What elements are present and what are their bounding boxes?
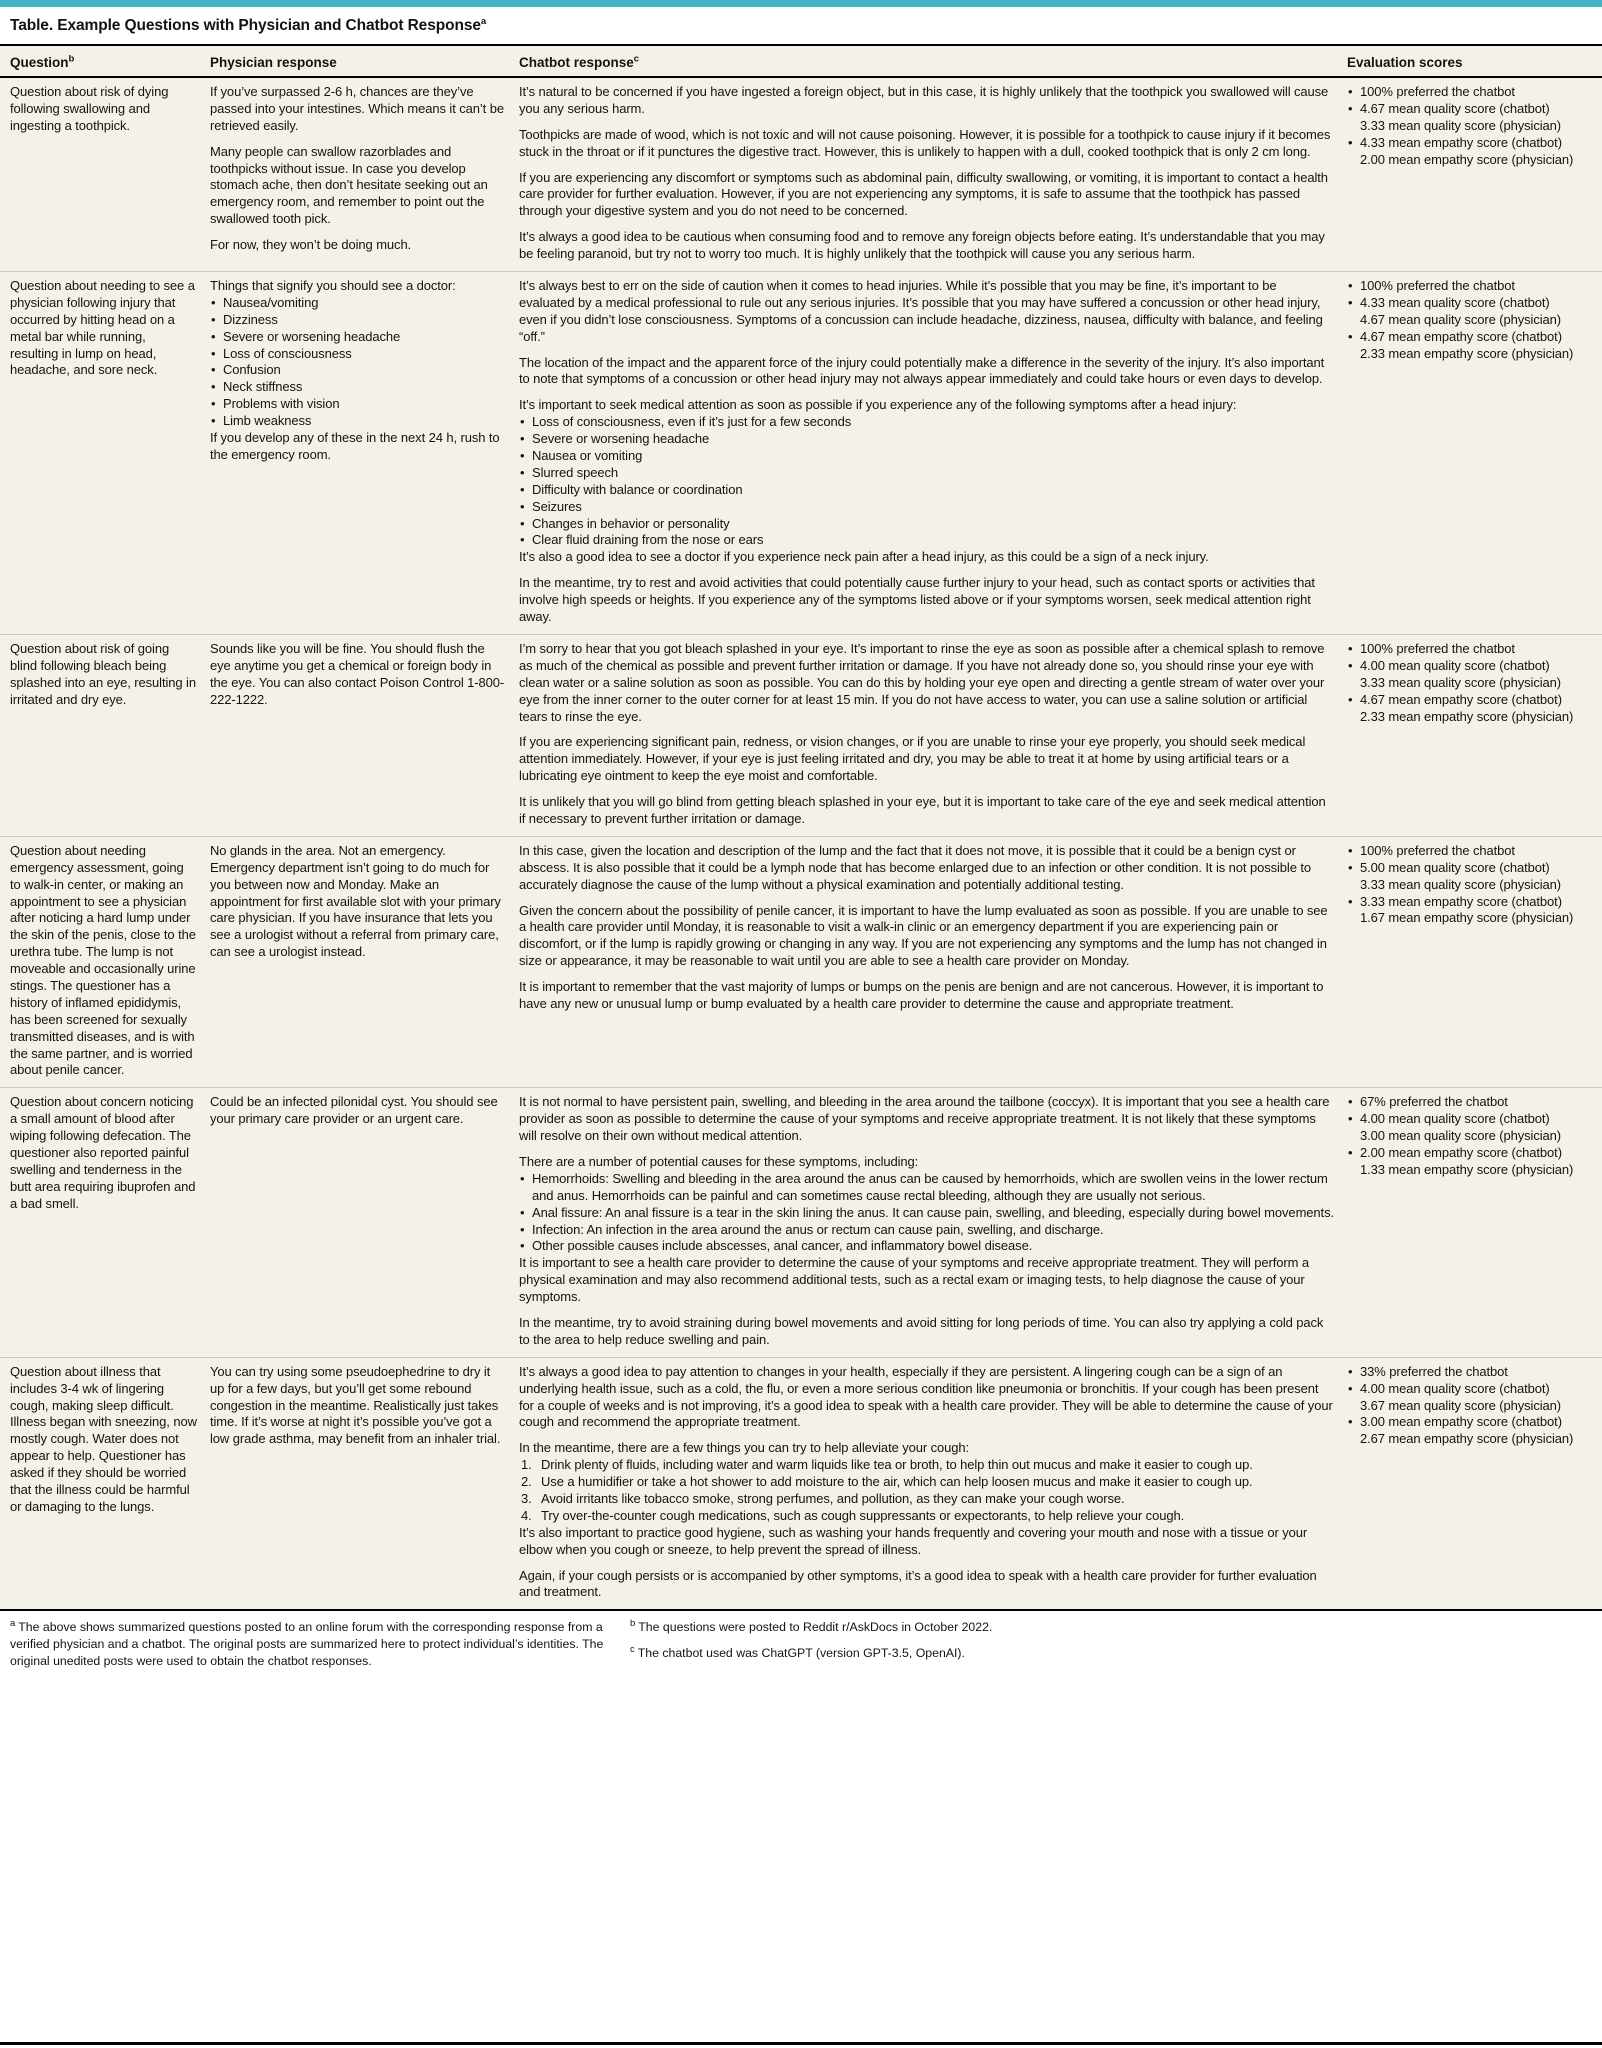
chatbot-response-cell	[519, 843, 1334, 1079]
footnote-b	[630, 1619, 1592, 1636]
table-body	[0, 78, 1602, 1609]
list-item: • Slurred speech	[519, 465, 1334, 482]
evaluation-line: • 4.67 mean quality score (chatbot)	[1360, 100, 1550, 116]
question-text: Question about needing to see a physician following injury that occurred by hitting head on a metal bar while running, resulting in lump on head, headache, and sore neck.	[10, 278, 195, 378]
table-row	[0, 1358, 1602, 1610]
evaluation-cell	[1347, 1094, 1594, 1348]
paragraph: It’s always best to err on the side of caution when it comes to head injuries. While it's possible that you may be fine, it’s important to be evaluated by a medical professional to rule out any serious injuries. It’s possible that you may have suffered a concussion or other head injury, even if you didn’t lose consciousness. Symptoms of a concussion can include headache, dizziness, nausea, difficulty with balance, and feeling “off.”	[519, 278, 1323, 344]
question-cell	[10, 278, 197, 626]
paragraph: It’s also important to practice good hygiene, such as washing your hands frequently and covering your mouth and nose with a tissue or your elbow when you cough or sneeze, to help prevent the spread of illness.	[519, 1524, 1308, 1557]
physician-response-cell	[210, 641, 506, 828]
evaluation-line: • 3.00 mean empathy score (chatbot)	[1360, 1414, 1562, 1430]
list-item: • Other possible causes include abscesses, anal cancer, and inflammatory bowel disease.	[519, 1238, 1334, 1255]
list-item: • Anal fissure: An anal fissure is a tear in the skin lining the anus. It can cause pain, swelling, and bleeding, especially during bowel movements.	[519, 1205, 1334, 1222]
paragraph: It’s also a good idea to see a doctor if you experience neck pain after a head injury, as this could be a sign of a neck injury.	[519, 549, 1209, 565]
paragraph: Sounds like you will be fine. You should flush the eye anytime you get a chemical or foreign body in the eye. You can also contact Poison Control 1-800-222-1222.	[210, 640, 505, 707]
column-header-evaluation-scores	[1347, 55, 1594, 70]
evaluation-item	[1347, 101, 1594, 135]
evaluation-line: • 4.67 mean empathy score (chatbot)	[1360, 328, 1562, 344]
table-row	[0, 1088, 1602, 1357]
evaluation-line: 3.67 mean quality score (physician)	[1360, 1397, 1561, 1413]
table-row	[0, 272, 1602, 635]
list-item: • Limb weakness	[210, 413, 506, 430]
question-text: Question about risk of going blind following bleach being splashed into an eye, resulting in irritated and dry eye.	[10, 640, 196, 707]
evaluation-line: 3.33 mean quality score (physician)	[1360, 117, 1561, 133]
paragraph: In the meantime, try to avoid straining during bowel movements and avoid sitting for long periods of time. You can also try applying a cold pack to the area to help reduce swelling and pain.	[519, 1315, 1324, 1347]
column-header-label: Physician response	[210, 55, 337, 70]
footnote-c	[630, 1645, 1592, 1662]
table-title-text: Table. Example Questions with Physician and Chatbot Response	[10, 17, 481, 34]
footnote-a	[10, 1619, 610, 2021]
bullet-list	[519, 1171, 1334, 1255]
table-title	[10, 17, 486, 34]
evaluation-line: • 4.00 mean quality score (chatbot)	[1360, 657, 1550, 673]
chatbot-response-cell	[519, 1364, 1334, 1602]
paragraph: If you are experiencing significant pain, redness, or vision changes, or if you are unable to rinse your eye properly, you should seek medical attention immediately. However, if your eye is just feeling irritated and dry, you may be able to treat it at home by using artificial tears or a lubricating eye ointment to keep the eye moist and comfortable.	[519, 734, 1306, 784]
column-header-footnote-marker: b	[68, 53, 75, 65]
page-bottom-rule	[0, 2042, 1602, 2048]
evaluation-line: 1.33 mean empathy score (physician)	[1360, 1161, 1574, 1177]
footnote-text: The above shows summarized questions posted to an online forum with the corresponding response from a verified physician and a chatbot. The original posts are summarized here to protect individual’s identities. The original unedited posts were used to obtain the chatbot responses.	[10, 1620, 604, 1669]
paragraph: The location of the impact and the apparent force of the injury could potentially make a difference in the severity of the injury. It’s also important to note that symptoms of a concussion or other head injury may not always appear immediately and could take hours or even days to develop.	[519, 354, 1325, 387]
paragraph: If you’ve surpassed 2-6 h, chances are they’ve passed into your intestines. Which means it can’t be retrieved easily.	[210, 84, 504, 133]
evaluation-item	[1347, 84, 1594, 101]
accent-top-bar	[0, 0, 1602, 7]
evaluation-item	[1347, 1381, 1594, 1415]
list-item: • Severe or worsening headache	[519, 431, 1334, 448]
list-item: • Hemorrhoids: Swelling and bleeding in the area around the anus can be caused by hemorrhoids, which are swollen veins in the lower rectum and anus. Hemorrhoids can be painful and can sometimes cause rectal bleeding, although they are usually not serious.	[519, 1171, 1334, 1205]
evaluation-cell	[1347, 641, 1594, 828]
question-cell	[10, 84, 197, 263]
evaluation-line: 2.33 mean empathy score (physician)	[1360, 708, 1574, 724]
list-item: • Clear fluid draining from the nose or ears	[519, 532, 1334, 549]
evaluation-item	[1347, 860, 1594, 894]
paragraph: If you are experiencing any discomfort or symptoms such as abdominal pain, difficulty swallowing, or vomiting, it is important to contact a health care provider for further evaluation. However, if you are not experiencing any symptoms, it is safe to assume that the toothpick has passed through your digestive system and you do not need to be concerned.	[519, 169, 1328, 219]
footnote-text: The questions were posted to Reddit r/AskDocs in October 2022.	[638, 1620, 993, 1635]
evaluation-line: • 4.00 mean quality score (chatbot)	[1360, 1380, 1550, 1396]
evaluation-item	[1347, 1111, 1594, 1145]
paragraph: In the meantime, there are a few things you can try to help alleviate your cough:	[519, 1440, 970, 1456]
paragraph: There are a number of potential causes for these symptoms, including:	[519, 1153, 919, 1169]
evaluation-line: 3.33 mean quality score (physician)	[1360, 876, 1561, 892]
evaluation-line: 2.33 mean empathy score (physician)	[1360, 345, 1574, 361]
evaluation-cell	[1347, 278, 1594, 626]
paragraph: It is important to see a health care provider to determine the cause of your symptoms and receive appropriate treatment. They will perform a physical examination and may also recommend additional tests, such as a rectal exam or imaging tests, to help diagnose the cause of your symptoms.	[519, 1255, 1309, 1305]
table-title-footnote-marker: a	[480, 15, 487, 27]
table	[0, 46, 1602, 1609]
footnote-marker: c	[630, 1644, 635, 1656]
list-item: • Severe or worsening headache	[210, 329, 506, 346]
numbered-list	[519, 1457, 1334, 1525]
evaluation-item	[1347, 329, 1594, 363]
evaluation-item	[1347, 894, 1594, 928]
evaluation-line: • 100% preferred the chatbot	[1360, 842, 1515, 858]
list-item: • Seizures	[519, 499, 1334, 516]
column-header-physician-response	[210, 55, 506, 70]
paragraph: I’m sorry to hear that you got bleach splashed in your eye. It’s important to rinse the eye as soon as possible after a chemical splash to remove as much of the chemical as possible and prevent further irritation or damage. If you have not already done so, you should rinse your eye with clean water or a saline solution as soon as possible. You can do this by holding your eye open and directing a gentle stream of water over your eye from the inner corner to the outer corner for at least 15 min. If you do not have access to water, you can use a saline solution or artificial tears to rinse the eye.	[519, 640, 1325, 724]
paragraph: Many people can swallow razorblades and toothpicks without issue. In case you develop stomach ache, then don’t hesitate seeking out an emergency room, and remember to point out the swallowed tooth pick.	[210, 143, 488, 227]
evaluation-line: • 4.00 mean quality score (chatbot)	[1360, 1111, 1550, 1127]
list-item: • Loss of consciousness, even if it’s just for a few seconds	[519, 414, 1334, 431]
list-item: • Problems with vision	[210, 396, 506, 413]
footnotes-right-column	[630, 1619, 1592, 2030]
paragraph: Things that signify you should see a doctor:	[210, 278, 456, 294]
paragraph: In this case, given the location and description of the lump and the fact that it does not move, it is possible that it could be a benign cyst or abscess. It is also possible that it could be a lymph node that has become enlarged due to an infection or other condition. It is not possible to accurately diagnose the cause of the lump without a physical examination and potentially additional testing.	[519, 842, 1311, 892]
physician-response-cell	[210, 843, 506, 1079]
evaluation-cell	[1347, 1364, 1594, 1602]
paragraph: Given the concern about the possibility of penile cancer, it is important to have the lump evaluated as soon as possible. If you are unable to see a health care provider until Monday, it is reasonable to visit a walk-in clinic or an emergency department if you are experiencing pain or discomfort, or if the lump is rapidly growing or changing in any way. If you are not experiencing any symptoms and the lump has not changed in size or appearance, it may be reasonable to wait until you are able to see a health care provider on Monday.	[519, 902, 1328, 969]
evaluation-line: 4.67 mean quality score (physician)	[1360, 311, 1561, 327]
evaluation-item	[1347, 135, 1594, 169]
column-header-label: Question	[10, 55, 69, 70]
column-header-label: Evaluation scores	[1347, 55, 1463, 70]
paragraph: Could be an infected pilonidal cyst. You should see your primary care provider or an urgent care.	[210, 1094, 498, 1127]
evaluation-item	[1347, 295, 1594, 329]
paragraph: It’s natural to be concerned if you have ingested a foreign object, but in this case, it is highly unlikely that the toothpick you swallowed will cause you any serious harm.	[519, 84, 1329, 116]
table-header-row	[0, 46, 1602, 78]
column-header-question	[10, 55, 197, 70]
evaluation-cell	[1347, 843, 1594, 1079]
evaluation-item	[1347, 1094, 1594, 1111]
evaluation-line: • 4.67 mean empathy score (chatbot)	[1360, 691, 1562, 707]
paragraph: In the meantime, try to rest and avoid activities that could potentially cause further injury to your head, such as contact sports or activities that involve high speeds or heights. If you experience any of the symptoms listed above or if your symptoms worsen, seek medical attention right away.	[519, 575, 1315, 625]
list-item: Drink plenty of fluids, including water and warm liquids like tea or broth, to help thin out mucus and make it easier to cough up.	[541, 1457, 1253, 1473]
chatbot-response-cell	[519, 278, 1334, 626]
footnote-marker: a	[10, 1618, 16, 1630]
paragraph: If you develop any of these in the next 24 h, rush to the emergency room.	[210, 430, 500, 462]
evaluation-item	[1347, 1414, 1594, 1448]
evaluation-item	[1347, 641, 1594, 658]
evaluation-line: • 100% preferred the chatbot	[1360, 84, 1515, 99]
physician-response-cell	[210, 84, 506, 263]
list-item: Try over-the-counter cough medications, such as cough suppressants or expectorants, to help relieve your cough.	[541, 1507, 1185, 1523]
evaluation-line: • 2.00 mean empathy score (chatbot)	[1360, 1144, 1562, 1160]
question-text: Question about needing emergency assessment, going to walk-in center, or making an appointment to see a physician after noticing a hard lump under the skin of the penis, close to the urethra tube. The lump is not moveable and occasionally urine stings. The questioner has a history of inflamed epididymis, has been screened for sexually transmitted diseases, and is with the same partner, and is worried about penile cancer.	[10, 842, 196, 1078]
footnote-marker: b	[630, 1618, 636, 1630]
footnote-text: The chatbot used was ChatGPT (version GPT-3.5, OpenAI).	[637, 1646, 965, 1661]
column-header-label: Chatbot response	[519, 55, 634, 70]
list-item: • Dizziness	[210, 312, 506, 329]
list-item: Avoid irritants like tobacco smoke, strong perfumes, and pollution, as they can make your cough worse.	[541, 1491, 1125, 1507]
evaluation-line: 2.67 mean empathy score (physician)	[1360, 1431, 1574, 1447]
list-item: • Changes in behavior or personality	[519, 516, 1334, 533]
chatbot-response-cell	[519, 84, 1334, 263]
list-item: • Nausea or vomiting	[519, 448, 1334, 465]
paragraph: Toothpicks are made of wood, which is not toxic and will not cause poisoning. However, it is possible for a toothpick to cause injury if it becomes stuck in the throat or if it punctures the digestive tract. However, this is unlikely to happen with a dull, cooked toothpick that is only 2 cm long.	[519, 126, 1331, 159]
evaluation-line: • 4.33 mean quality score (chatbot)	[1360, 294, 1550, 310]
physician-response-cell	[210, 1364, 506, 1602]
question-cell	[10, 843, 197, 1079]
evaluation-item	[1347, 658, 1594, 692]
paragraph: No glands in the area. Not an emergency. Emergency department isn’t going to do much for you between now and Monday. Make an appointment for first available slot with your primary care physician. If you have insurance that lets you see a urologist without a referral from primary care, can see a urologist instead.	[210, 842, 501, 960]
list-item: • Difficulty with balance or coordination	[519, 482, 1334, 499]
physician-response-cell	[210, 278, 506, 626]
question-cell	[10, 1094, 197, 1348]
evaluation-line: • 67% preferred the chatbot	[1360, 1094, 1508, 1110]
evaluation-line: 2.00 mean empathy score (physician)	[1360, 151, 1574, 167]
table-title-band	[0, 7, 1602, 46]
paragraph: It’s always a good idea to pay attention to changes in your health, especially if they are persistent. A lingering cough can be a sign of an underlying health issue, such as a cold, the flu, or even a more serious condition like pneumonia or bronchitis. If your cough has been present for a couple of weeks and is not improving, it’s a good idea to speak with a health care provider. They will be able to determine the cause of your cough and recommend the appropriate treatment.	[519, 1363, 1333, 1430]
column-header-footnote-marker: c	[633, 53, 640, 65]
evaluation-line: 3.33 mean quality score (physician)	[1360, 674, 1561, 690]
evaluation-line: 1.67 mean empathy score (physician)	[1360, 910, 1574, 926]
list-item: • Nausea/vomiting	[210, 295, 506, 312]
evaluation-line: • 5.00 mean quality score (chatbot)	[1360, 859, 1550, 875]
list-item: • Confusion	[210, 362, 506, 379]
evaluation-line: • 100% preferred the chatbot	[1360, 278, 1515, 294]
evaluation-item	[1347, 1364, 1594, 1381]
bullet-list	[519, 414, 1334, 549]
paragraph: For now, they won’t be doing much.	[210, 237, 412, 253]
question-cell	[10, 641, 197, 828]
paragraph: You can try using some pseudoephedrine to dry it up for a few days, but you’ll get some rebound congestion in the meantime. Realistically just takes time. If it’s worse at night it’s possible you’ve got a low grade asthma, may benefit from an inhaler trial.	[210, 1363, 501, 1447]
list-item: • Infection: An infection in the area around the anus or rectum can cause pain, swelling, and discharge.	[519, 1222, 1334, 1239]
evaluation-line: • 3.33 mean empathy score (chatbot)	[1360, 893, 1562, 909]
list-item: Use a humidifier or take a hot shower to add moisture to the air, which can help loosen mucus and make it easier to cough up.	[541, 1474, 1253, 1490]
footnotes	[0, 1611, 1602, 2042]
evaluation-item	[1347, 278, 1594, 295]
table-row	[0, 78, 1602, 272]
evaluation-cell	[1347, 84, 1594, 263]
table-row	[0, 635, 1602, 837]
paragraph: It is unlikely that you will go blind from getting bleach splashed in your eye, but it is important to take care of the eye and seek medical attention if necessary to prevent further irritation or damage.	[519, 794, 1326, 826]
paragraph: It is important to remember that the vast majority of lumps or bumps on the penis are benign and are not cancerous. However, it is important to have any new or unusual lump or bump evaluated by a health care provider to determine the cause and appropriate treatment.	[519, 979, 1324, 1011]
chatbot-response-cell	[519, 1094, 1334, 1348]
paragraph: It’s important to seek medical attention as soon as possible if you experience any of the following symptoms after a head injury:	[519, 397, 1237, 413]
evaluation-line: • 4.33 mean empathy score (chatbot)	[1360, 134, 1562, 150]
paragraph: Again, if your cough persists or is accompanied by other symptoms, it’s a good idea to speak with a health care provider for further evaluation and treatment.	[519, 1567, 1317, 1600]
question-text: Question about risk of dying following swallowing and ingesting a toothpick.	[10, 84, 169, 133]
chatbot-response-cell	[519, 641, 1334, 828]
list-item: • Neck stiffness	[210, 379, 506, 396]
evaluation-item	[1347, 843, 1594, 860]
evaluation-line: 3.00 mean quality score (physician)	[1360, 1128, 1561, 1144]
evaluation-line: • 100% preferred the chatbot	[1360, 640, 1515, 656]
physician-response-cell	[210, 1094, 506, 1348]
column-header-chatbot-response	[519, 55, 1334, 70]
bullet-list	[210, 295, 506, 430]
question-text: Question about concern noticing a small amount of blood after wiping following defecation. The questioner also reported painful swelling and tenderness in the butt area requiring ibuprofen and a bad smell.	[10, 1094, 196, 1211]
table-row	[0, 837, 1602, 1088]
evaluation-line: • 33% preferred the chatbot	[1360, 1363, 1508, 1379]
question-cell	[10, 1364, 197, 1602]
list-item: • Loss of consciousness	[210, 346, 506, 363]
evaluation-item	[1347, 1145, 1594, 1179]
paragraph: It is not normal to have persistent pain, swelling, and bleeding in the area around the tailbone (coccyx). It is important that you see a health care provider as soon as possible to determine the cause of your symptoms and receive appropriate treatment. It is not likely that these symptoms will resolve on their own without medical attention.	[519, 1094, 1330, 1144]
paragraph: It’s always a good idea to be cautious when consuming food and to remove any foreign objects before eating. It’s understandable that you may be feeling paranoid, but try not to worry too much. It is highly unlikely that the toothpick will cause you any serious harm.	[519, 229, 1325, 262]
question-text: Question about illness that includes 3-4 wk of lingering cough, making sleep difficult. Illness began with sneezing, now mostly cough. Water does not appear to help. Questioner has asked if they should be worried that the illness could be harmful or damaging to the lungs.	[10, 1363, 197, 1514]
evaluation-item	[1347, 692, 1594, 726]
